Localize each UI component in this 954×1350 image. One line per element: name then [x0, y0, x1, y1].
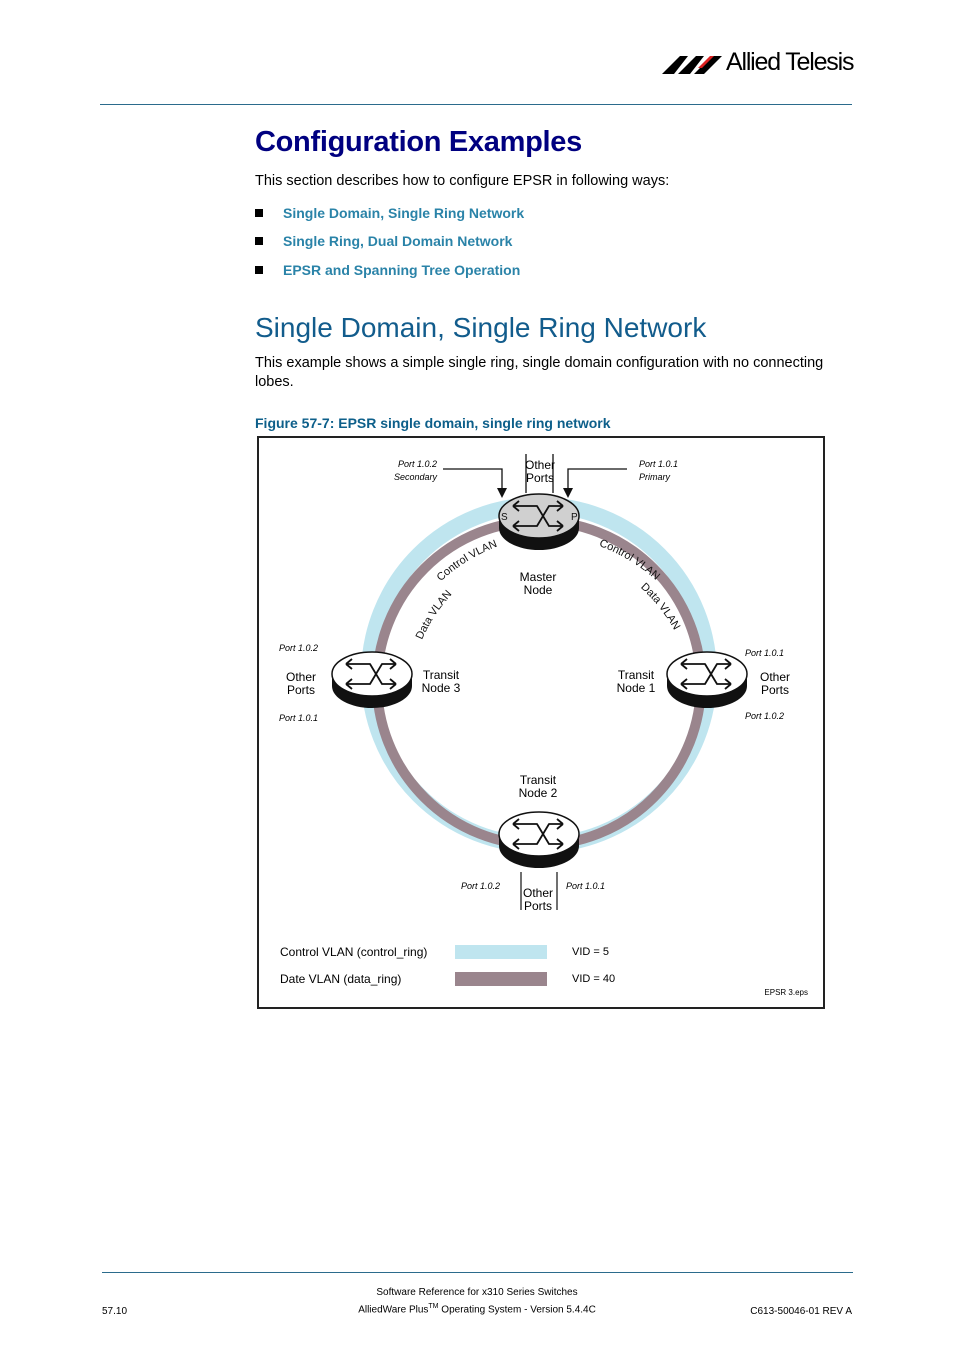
logo-text: Allied Telesis — [726, 48, 854, 76]
bullet-item — [255, 233, 512, 249]
transit-node-2-switch-icon — [499, 812, 579, 868]
transit2-other-ports: Other Ports — [522, 886, 554, 914]
legend-control-swatch — [455, 945, 547, 959]
legend-data-vid: VID = 40 — [572, 973, 616, 985]
transit3-port-bottom: Port 1.0.1 — [279, 713, 319, 723]
ring-label-control-left: Control VLAN — [434, 537, 499, 584]
section-paragraph: This example shows a simple single ring, single domain configuration with no connecting lobes. — [255, 355, 824, 390]
transit3-other-ports: Other Ports — [285, 670, 317, 698]
link-epsr-spanning-tree[interactable]: EPSR and Spanning Tree Operation — [283, 262, 521, 278]
intro-text: This section describes how to configure EPSR in following ways: — [255, 173, 670, 189]
primary-port-marker: P — [571, 512, 578, 523]
transit-node-3-switch-icon — [332, 652, 412, 708]
link-single-domain-single-ring[interactable]: Single Domain, Single Ring Network — [283, 205, 525, 221]
master-other-ports: Other Ports — [524, 458, 556, 486]
legend-data-swatch — [455, 972, 547, 986]
ring-label-data-left: Data VLAN — [413, 588, 455, 642]
section-title: Single Domain, Single Ring Network — [255, 312, 707, 343]
footer-rule — [102, 1272, 853, 1273]
secondary-port-marker: S — [501, 512, 508, 523]
figure-caption: Figure 57-7: EPSR single domain, single ring network — [255, 415, 611, 431]
transit3-port-top: Port 1.0.2 — [279, 643, 319, 653]
transit2-node-label: Transit Node 2 — [518, 773, 558, 801]
transit1-port-top: Port 1.0.1 — [745, 648, 785, 658]
epsr-diagram — [257, 436, 825, 1009]
page-number: 57.10 — [102, 1306, 128, 1317]
transit3-node-label: Transit Node 3 — [421, 668, 461, 696]
legend-data-label: Date VLAN (data_ring) — [280, 972, 402, 986]
master-node-switch-icon — [499, 494, 579, 550]
master-node-label: Master Node — [519, 570, 557, 598]
legend-control-label: Control VLAN (control_ring) — [280, 945, 428, 959]
footer-trademark: TM — [428, 1303, 439, 1310]
arrow-head-icon — [497, 488, 507, 498]
master-port-secondary-role: Secondary — [393, 472, 437, 482]
transit-node-1-switch-icon — [667, 652, 747, 708]
transit1-node-label: Transit Node 1 — [616, 668, 656, 696]
arrow-head-icon — [563, 488, 573, 498]
legend-control-vid: VID = 5 — [572, 946, 609, 958]
master-port-secondary: Port 1.0.2 — [397, 459, 437, 469]
figure-file-tag: EPSR 3.eps — [764, 988, 808, 997]
master-port-primary-role: Primary — [639, 472, 670, 482]
footer-line1: Software Reference for x310 Series Switches — [376, 1287, 578, 1298]
doc-id: C613-50046-01 REV A — [750, 1306, 852, 1317]
allied-telesis-logo-icon — [660, 48, 726, 82]
bullet-item — [255, 205, 524, 221]
link-single-ring-dual-domain[interactable]: Single Ring, Dual Domain Network — [283, 233, 513, 249]
bullet-item — [255, 262, 520, 278]
transit2-port-right: Port 1.0.1 — [566, 881, 606, 891]
header-rule — [100, 104, 852, 105]
bullet-square-icon — [255, 237, 263, 245]
footer-product: AlliedWare Plus — [358, 1304, 429, 1316]
bullet-square-icon — [255, 209, 263, 217]
transit1-port-bottom: Port 1.0.2 — [745, 711, 785, 721]
allied-telesis-logo — [660, 48, 860, 82]
footer-version: Operating System - Version 5.4.4C — [438, 1304, 596, 1316]
ring-label-data-right: Data VLAN — [638, 580, 683, 632]
bullet-square-icon — [255, 266, 263, 274]
transit2-port-left: Port 1.0.2 — [460, 881, 500, 891]
ring-label-control-right: Control VLAN — [597, 537, 663, 583]
page-title: Configuration Examples — [255, 126, 582, 158]
master-port-primary: Port 1.0.1 — [639, 459, 679, 469]
transit1-other-ports: Other Ports — [759, 670, 791, 698]
